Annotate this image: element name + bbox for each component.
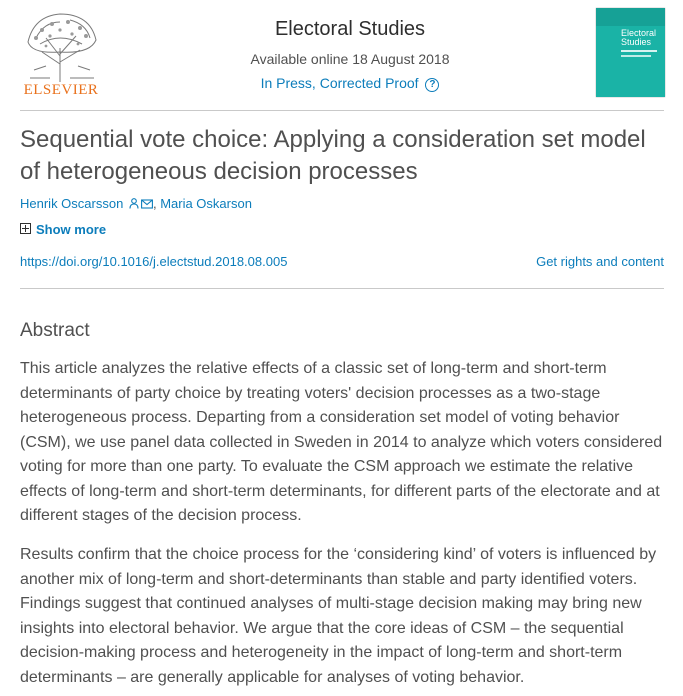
publisher-name: ELSEVIER <box>23 82 99 98</box>
envelope-icon[interactable] <box>141 197 153 212</box>
press-status-label[interactable]: In Press, Corrected Proof <box>260 75 419 91</box>
header-divider <box>20 110 664 111</box>
doi-link[interactable]: https://doi.org/10.1016/j.electstud.2018.08.005 <box>20 254 288 269</box>
author-name[interactable]: Maria Oskarson <box>160 196 252 211</box>
cover-decoration <box>621 55 651 57</box>
abstract-heading: Abstract <box>20 320 90 341</box>
cover-title <box>621 29 656 47</box>
section-divider <box>20 288 664 289</box>
show-more-button[interactable] <box>20 222 106 237</box>
abstract-paragraph: Results confirm that the choice process for the ‘considering kind’ of voters is influenced by another mix of long-term and short-determinants than stable and party identified voters. Findings suggest that continued analyses of multi-stage decision making may bring new insights into electoral behavior. We argue that the core ideas of CSM – the sequential decision-making process and heterogeneity in the impact of long-term and short-term determinants – are generally applicable for analyses of voting behavior. <box>20 546 657 686</box>
journal-cover-thumbnail[interactable] <box>596 8 665 97</box>
cover-title-line1: Electoral <box>621 28 657 38</box>
journal-title[interactable]: Electoral Studies <box>274 18 426 40</box>
expand-plus-icon[interactable] <box>20 223 31 234</box>
show-more-label[interactable]: Show more <box>36 222 107 237</box>
press-status[interactable] <box>200 75 500 92</box>
article-title: Sequential vote choice: Applying a consideration set model of heterogeneous decision processes <box>20 126 646 185</box>
cover-decoration <box>621 50 657 52</box>
available-online-date: Available online 18 August 2018 <box>250 51 450 67</box>
person-icon[interactable] <box>129 197 139 212</box>
help-icon[interactable]: ? <box>425 78 439 92</box>
rights-link[interactable]: Get rights and content <box>536 254 664 269</box>
author-name[interactable]: Henrik Oscarsson <box>20 196 124 211</box>
cover-title-line2: Studies <box>621 37 652 47</box>
abstract-paragraph: This article analyzes the relative effects of a classic set of long-term and short-term determinants of party choice by treating voters' decision processes as a two-stage heterogeneous process. Departing from a consideration set model of voting behavior (CSM), we use panel data collected in Sweden in 2014 to analyze which voters considered voting for more than one party. To evaluate the CSM approach we estimate the relative effects of long-term and short-term determinants, for different parts of the electorate and at different stages of the decision process. <box>20 360 663 524</box>
cover-band <box>596 8 665 26</box>
author-list <box>20 196 252 212</box>
author-separator: , <box>152 196 157 211</box>
